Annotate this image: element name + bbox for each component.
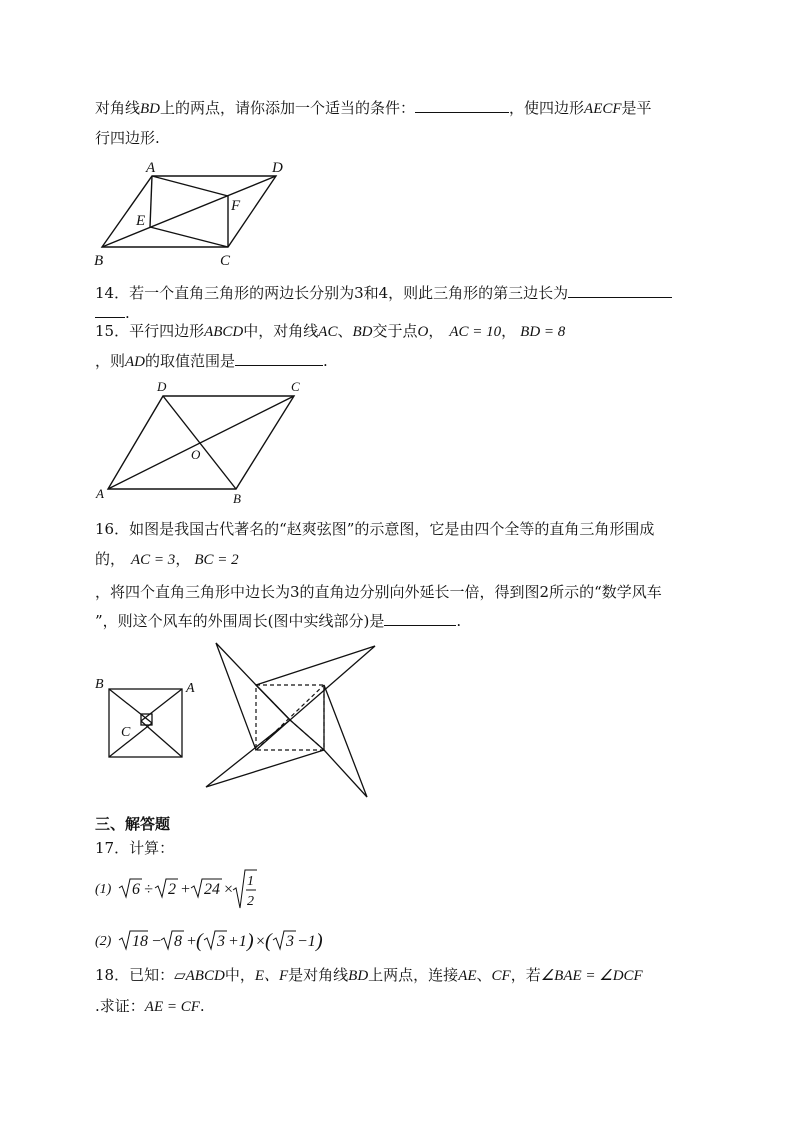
q17-p1-den: 2 [247, 894, 254, 909]
fig13-label-f: F [231, 198, 241, 214]
q17-p2-label: (2) [95, 934, 112, 949]
q18-text-5: ，若 [510, 966, 541, 984]
q17-title [95, 838, 174, 858]
q14-end: . [125, 304, 130, 322]
q16-bc: BC = 2 [194, 552, 239, 568]
q15-eq-ac: AC = 10 [449, 324, 502, 340]
fig15-label-a: A [96, 486, 104, 501]
fig13-label-d: D [272, 160, 283, 176]
q18-abcd: ABCD [185, 968, 225, 984]
q17-p1-r3: 24 [204, 881, 220, 898]
q17-p2-plus: + [186, 933, 197, 950]
q16-text-2: 的， [95, 550, 126, 568]
q15-text-5: 的取值范围是 [145, 352, 236, 370]
q17-p1-num: 1 [247, 874, 254, 889]
q17-p1-div: ÷ [144, 881, 153, 898]
q17-p2-r1: 18 [132, 933, 148, 950]
parallelogram-symbol: ▱ [174, 966, 186, 984]
q15-ac: AC [318, 324, 338, 340]
q18-line1 [95, 965, 643, 986]
fig15-label-d: D [157, 379, 167, 394]
q13-text-2: 上的两点，请你添加一个适当的条件： [160, 99, 416, 117]
q15-end: . [323, 352, 328, 370]
q18-line2 [95, 996, 205, 1017]
q15-comma: ， [428, 322, 444, 340]
q17-p2-g1-r: 3 [217, 933, 225, 950]
q17-p1-plus: + [180, 881, 191, 898]
q17-p2-times: × [255, 933, 266, 950]
q15-ad: AD [125, 354, 146, 370]
section-title: 三、解答题 [95, 815, 171, 833]
q17-p1-times: × [223, 881, 234, 898]
q13-text-5: 行四边形. [95, 129, 160, 147]
fig13-label-c: C [220, 253, 231, 269]
q16-text-4: ”，则这个风车的外围周长(图中实线部分)是 [95, 612, 385, 630]
q18-text-3: 是对角线 [288, 966, 349, 984]
q15-text-4: ，则 [95, 352, 126, 370]
q17-p2-g2-op: −1 [297, 933, 316, 950]
q17-p2-g1-op: +1 [228, 933, 247, 950]
q17-p2-rparen1: ) [247, 930, 254, 952]
q18-text-4: 上两点，连接 [368, 966, 459, 984]
q16-text-3: ，将四个直角三角形中边长为3的直角边分别向外延长一倍，得到图2所示的“数学风车 [95, 583, 662, 601]
q18-ae: AE [458, 968, 477, 984]
fig16-label-c: C [121, 725, 131, 740]
q15-abcd: ABCD [204, 324, 244, 340]
fig16-blade-left [216, 643, 290, 750]
q16-text-1: 16．如图是我国古代著名的“赵爽弦图”的示意图，它是由四个全等的直角三角形围成 [95, 520, 655, 538]
fig13-label-b: B [94, 253, 104, 269]
fig13-label-e: E [136, 213, 146, 229]
q17-p1-r1: 6 [132, 881, 140, 898]
fig13-label-a: A [146, 160, 156, 176]
q17-p1-label: (1) [95, 882, 112, 897]
q13-text-3: ，使四边形 [509, 99, 585, 117]
q18-text-2: 中， [224, 966, 255, 984]
q18-cf: CF [491, 968, 511, 984]
fig16-blade-top [256, 646, 375, 720]
q17-part1-expr [95, 868, 275, 916]
q18-bd: BD [348, 968, 369, 984]
fig15-label-o: O [191, 447, 201, 462]
q15-text-1: 15．平行四边形 [95, 322, 205, 340]
q18-ef: E、F [254, 968, 289, 984]
q18-condition: ∠BAE = ∠DCF [540, 968, 643, 984]
q15-sep: 、 [337, 322, 353, 340]
q17-part2-expr [95, 926, 325, 956]
q16-comma: ， [175, 550, 191, 568]
q15-bd: BD [352, 324, 373, 340]
q16-end: . [456, 612, 462, 630]
q15-text-2: 中，对角线 [243, 322, 319, 340]
section-heading [95, 814, 170, 834]
q17-title-text: 17．计算： [95, 839, 175, 857]
q13-text-4: 是平 [621, 99, 652, 117]
q18-end: . [199, 997, 205, 1015]
q17-p1-r2: 2 [168, 881, 176, 898]
q18-text-1: 18．已知： [95, 966, 175, 984]
q13-bd: BD [140, 101, 161, 117]
fig16-label-a: A [186, 681, 195, 696]
fig16-label-b: B [95, 677, 104, 692]
q13-aecf: AECF [584, 101, 622, 117]
fig15-label-c: C [291, 379, 300, 394]
q15-o: O [417, 324, 429, 340]
q17-p2-g2-r: 3 [286, 933, 294, 950]
q16-ac: AC = 3 [131, 552, 176, 568]
q18-sep: 、 [476, 966, 492, 984]
q15-text-3: 交于点 [372, 322, 418, 340]
q17-p2-lparen1: ( [196, 930, 203, 952]
q18-text-6: .求证： [95, 997, 145, 1015]
q17-p2-r2: 8 [174, 933, 182, 950]
q17-p2-rparen2: ) [316, 930, 323, 952]
fig16-blade-right [324, 685, 367, 797]
q15-comma2: ， [501, 322, 517, 340]
fig16-blade-bottom [206, 720, 324, 787]
q13-text-1: 对角线 [95, 99, 141, 117]
q17-p2-minus: − [151, 933, 162, 950]
fig15-label-b: B [233, 491, 241, 506]
q14-text: 14．若一个直角三角形的两边长分别为3和4，则此三角形的第三边长为 [95, 284, 569, 302]
q18-proof: AE = CF [144, 999, 200, 1015]
q15-eq-bd: BD = 8 [520, 324, 566, 340]
q17-p2-lparen2: ( [265, 930, 272, 952]
